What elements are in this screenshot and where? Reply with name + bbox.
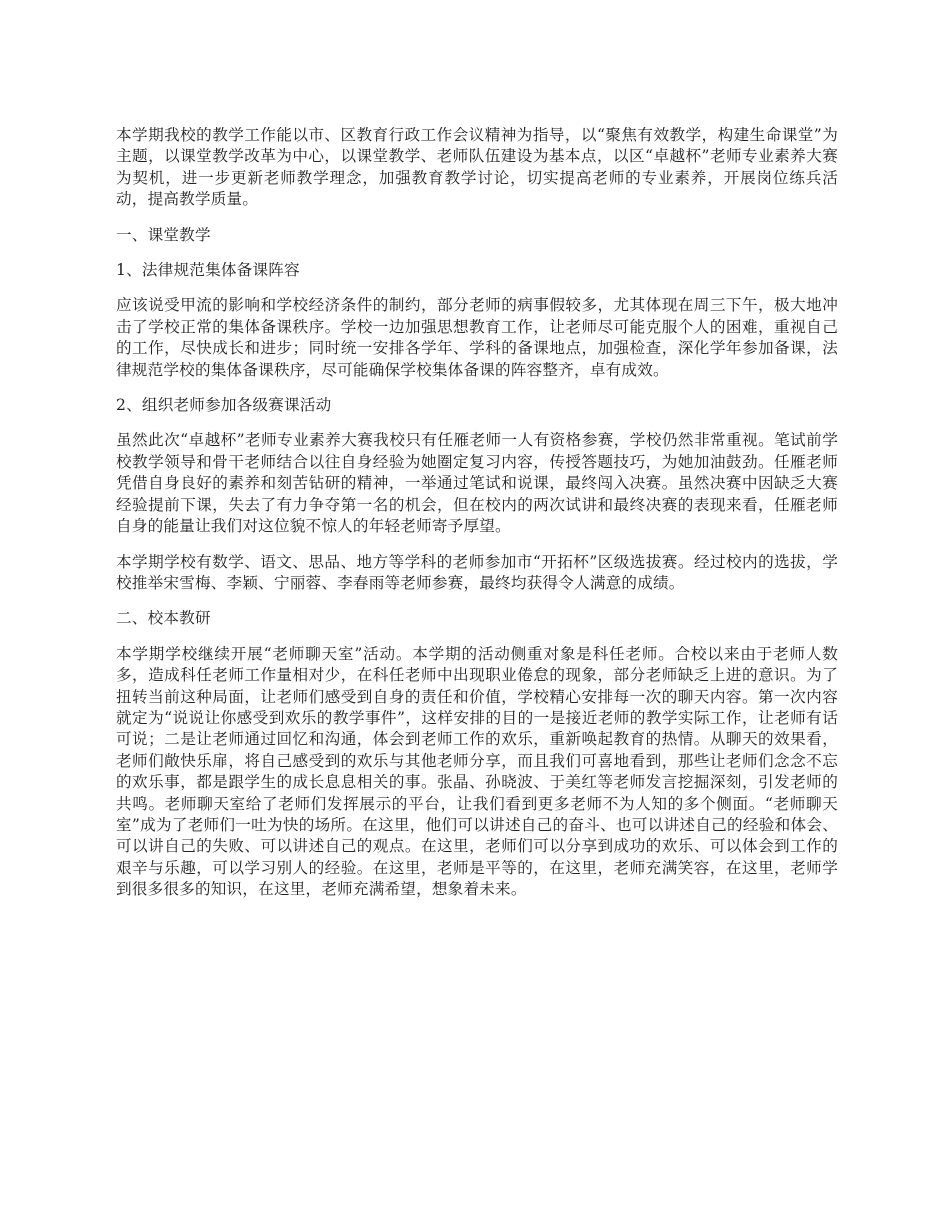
paragraph-zhuoyue-cup: 虽然此次“卓越杯”老师专业素养大赛我校只有任雁老师一人有资格参赛，学校仍然非常重视。笔试前学校教学领导和骨干老师结合以往自身经验为她圈定复习内容，传授答题技巧，为她加油鼓劲。任雁老师凭借自身良好的素养和刻苦钻研的精神，一举通过笔试和说课，最终闯入决赛。虽然决赛中因缺乏大赛经验提前下课，失去了有力争夺第一名的机会，但在校内的两次试讲和最终决赛的表现来看，任雁老师自身的能量让我们对这位貌不惊人的年轻老师寄予厚望。 bbox=[116, 431, 838, 536]
paragraph-teacher-chatroom: 本学期学校继续开展“老师聊天室”活动。本学期的活动侧重对象是科任老师。合校以来由于老师人数多，造成科任老师工作量相对少，在科任老师中出现职业倦怠的现象，部分老师缺乏上进的意识。为了扭转当前这种局面，让老师们感受到自身的责任和价值，学校精心安排每一次的聊天内容。第一次内容就定为“说说让你感受到欢乐的教学事件”，这样安排的目的一是接近老师的教学实际工作，让老师有话可说；二是让老师通过回忆和沟通，体会到老师工作的欢乐，重新唤起教育的热情。从聊天的效果看，老师们敞快乐扉，将自己感受到的欢乐与其他老师分享，而且我们可喜地看到，那些让老师们念念不忘的欢乐事，都是跟学生的成长息息相关的事。张晶、孙晓波、于美红等老师发言挖掘深刻，引发老师的共鸣。老师聊天室给了老师们发挥展示的平台，让我们看到更多老师不为人知的多个侧面。“老师聊天室”成为了老师们一吐为快的场所。在这里，他们可以讲述自己的奋斗、也可以讲述自己的经验和体会、可以讲自己的失败、可以讲述自己的观点。在这里，老师们可以分享到成功的欢乐、可以体会到工作的艰辛与乐趣，可以学习别人的经验。在这里，老师是平等的，在这里，老师充满笑容，在这里，老师学到很多很多的知识，在这里，老师充满希望，想象着未来。 bbox=[116, 644, 838, 899]
intro-paragraph: 本学期我校的教学工作能以市、区教育行政工作会议精神为指导，以“聚焦有效教学，构建生命课堂”为主题，以课堂教学改革为中心，以课堂教学、老师队伍建设为基本点，以区“卓越杯”老师专业素养大赛为契机，进一步更新老师教学理念，加强教育教学讨论，切实提高老师的专业素养，开展岗位练兵活动，提高教学质量。 bbox=[116, 126, 838, 209]
paragraph-collective-lesson-prep: 应该说受甲流的影响和学校经济条件的制约，部分老师的病事假较多，尤其体现在周三下午，极大地冲击了学校正常的集体备课秩序。学校一边加强思想教育工作，让老师尽可能克服个人的困难，重视自己的工作，尽快成长和进步；同时统一安排各学年、学科的备课地点，加强检查，深化学年参加备课，法律规范学校的集体备课秩序，尽可能确保学校集体备课的阵容整齐，卓有成效。 bbox=[116, 296, 838, 379]
subheading-collective-lesson-prep: 1、法律规范集体备课阵容 bbox=[116, 261, 300, 280]
subheading-teaching-competitions: 2、组织老师参加各级赛课活动 bbox=[116, 396, 332, 415]
section-heading-school-research: 二、校本教研 bbox=[116, 609, 211, 628]
paragraph-kaituo-cup: 本学期学校有数学、语文、思品、地方等学科的老师参加市“开拓杯”区级选拔赛。经过校内的选拔，学校推举宋雪梅、李颖、宁丽蓉、李春雨等老师参赛，最终均获得令人满意的成绩。 bbox=[116, 552, 838, 592]
document-body bbox=[116, 125, 838, 915]
section-heading-classroom-teaching: 一、课堂教学 bbox=[116, 225, 211, 244]
